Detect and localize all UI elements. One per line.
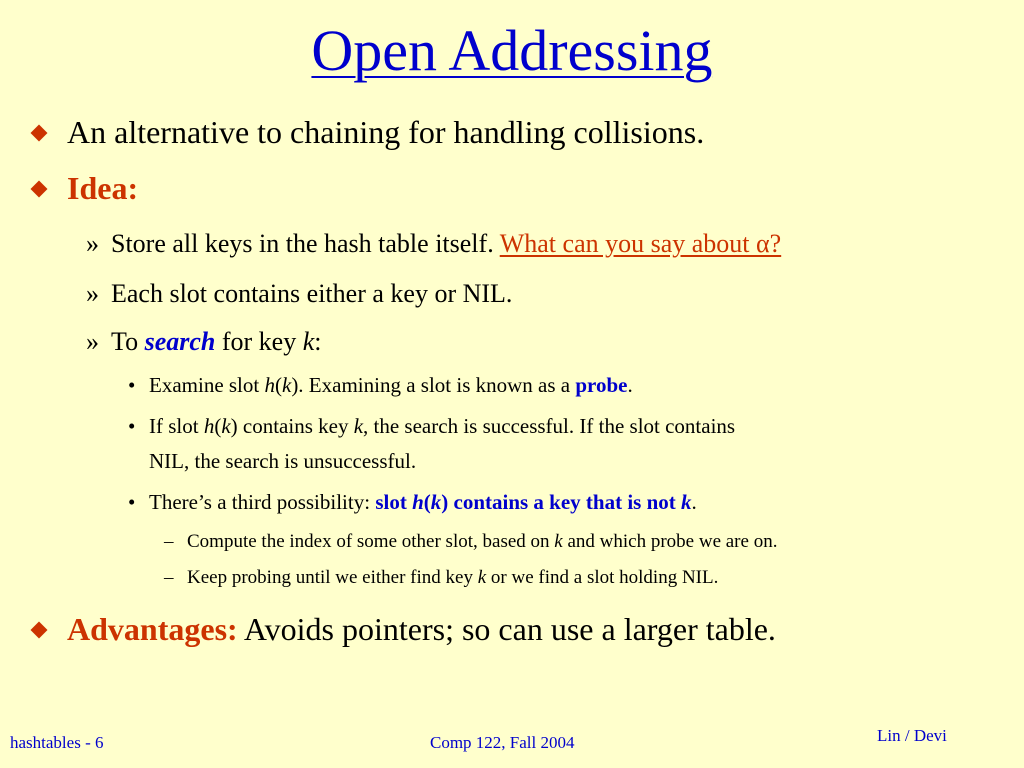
var-k: k: [221, 414, 231, 438]
bullet-alternative: [67, 114, 704, 150]
item-keep-probing: [187, 566, 718, 590]
footer-slide-number: hashtables - 6: [10, 733, 104, 752]
text-fragment: , the search is successful. If the slot contains: [363, 414, 736, 438]
search-keyword: search: [144, 327, 216, 356]
sub-bullet-text: Store all keys in the hash table itself.: [111, 229, 500, 258]
fourth-bullet-marker: –: [164, 567, 174, 588]
diamond-bullet-icon: [31, 125, 48, 142]
diamond-bullet-icon: [31, 181, 48, 198]
alpha-question-link[interactable]: What can you say about α?: [499, 229, 782, 258]
text-fragment: :: [314, 327, 322, 356]
emphasis-fragment: (: [423, 490, 431, 514]
var-h: h: [412, 490, 424, 514]
text-fragment: and which probe we are on.: [562, 531, 778, 552]
bullet-text: An alternative to chaining for handling collisions.: [67, 114, 705, 150]
item-compute-index: [187, 530, 777, 554]
var-k: k: [477, 567, 487, 588]
third-bullet-marker: •: [128, 490, 136, 514]
advantages-label: Advantages:: [67, 611, 238, 647]
text-fragment: for key: [215, 327, 303, 356]
var-h: h: [264, 373, 275, 397]
text-fragment: Keep probing until we either find key: [187, 567, 478, 588]
diamond-bullet-icon: [31, 622, 48, 639]
text-fragment: or we find a slot holding NIL.: [486, 567, 719, 588]
bullet-advantages: [67, 611, 776, 647]
var-k: k: [281, 373, 292, 397]
text-fragment: ). Examining a slot is known as a: [291, 373, 576, 397]
sub-bullet-store-keys: [111, 229, 781, 259]
sub-bullet-to-search: [111, 327, 322, 357]
text-fragment: .: [627, 373, 633, 397]
text-fragment: (: [214, 414, 222, 438]
bullet-text: Avoids pointers; so can use a larger table.: [237, 611, 776, 647]
text-fragment: Compute the index of some other slot, based on: [187, 531, 555, 552]
slide-title: Open Addressing: [311, 18, 713, 83]
bullet-idea: [67, 170, 138, 206]
text-fragment: NIL, the search is unsuccessful.: [149, 449, 417, 473]
sub-bullet-marker: »: [86, 279, 99, 308]
var-k: k: [554, 531, 563, 552]
text-fragment: ) contains key: [230, 414, 354, 438]
sub-bullet-each-slot: [111, 279, 512, 309]
text-fragment: If slot: [149, 414, 204, 438]
third-bullet-marker: •: [128, 373, 136, 397]
text-fragment: (: [274, 373, 282, 397]
footer-course: Comp 122, Fall 2004: [430, 733, 575, 752]
item-if-slot-contains-line2: [149, 448, 416, 474]
footer-authors: Lin / Devi: [877, 726, 947, 745]
text-fragment: .: [691, 490, 697, 514]
var-k: k: [681, 490, 692, 514]
probe-term: probe: [575, 373, 628, 397]
text-fragment: Examine slot: [149, 373, 265, 397]
sub-bullet-text: Each slot contains either a key or NIL.: [111, 279, 513, 308]
var-h: h: [203, 414, 215, 438]
text-fragment: To: [111, 327, 145, 356]
item-if-slot-contains: [149, 413, 735, 439]
third-bullet-marker: •: [128, 414, 136, 438]
emphasis-fragment: ) contains a key that is not: [441, 490, 682, 514]
var-k: k: [430, 490, 442, 514]
var-k: k: [353, 414, 364, 438]
emphasis-fragment: slot: [375, 490, 413, 514]
item-examine-slot: [149, 372, 633, 398]
sub-bullet-marker: »: [86, 327, 99, 356]
text-fragment: There’s a third possibility:: [149, 490, 376, 514]
sub-bullet-marker: »: [86, 229, 99, 258]
item-third-possibility: [149, 489, 697, 515]
var-k: k: [302, 327, 315, 356]
fourth-bullet-marker: –: [164, 531, 174, 552]
idea-label: Idea:: [67, 170, 139, 206]
